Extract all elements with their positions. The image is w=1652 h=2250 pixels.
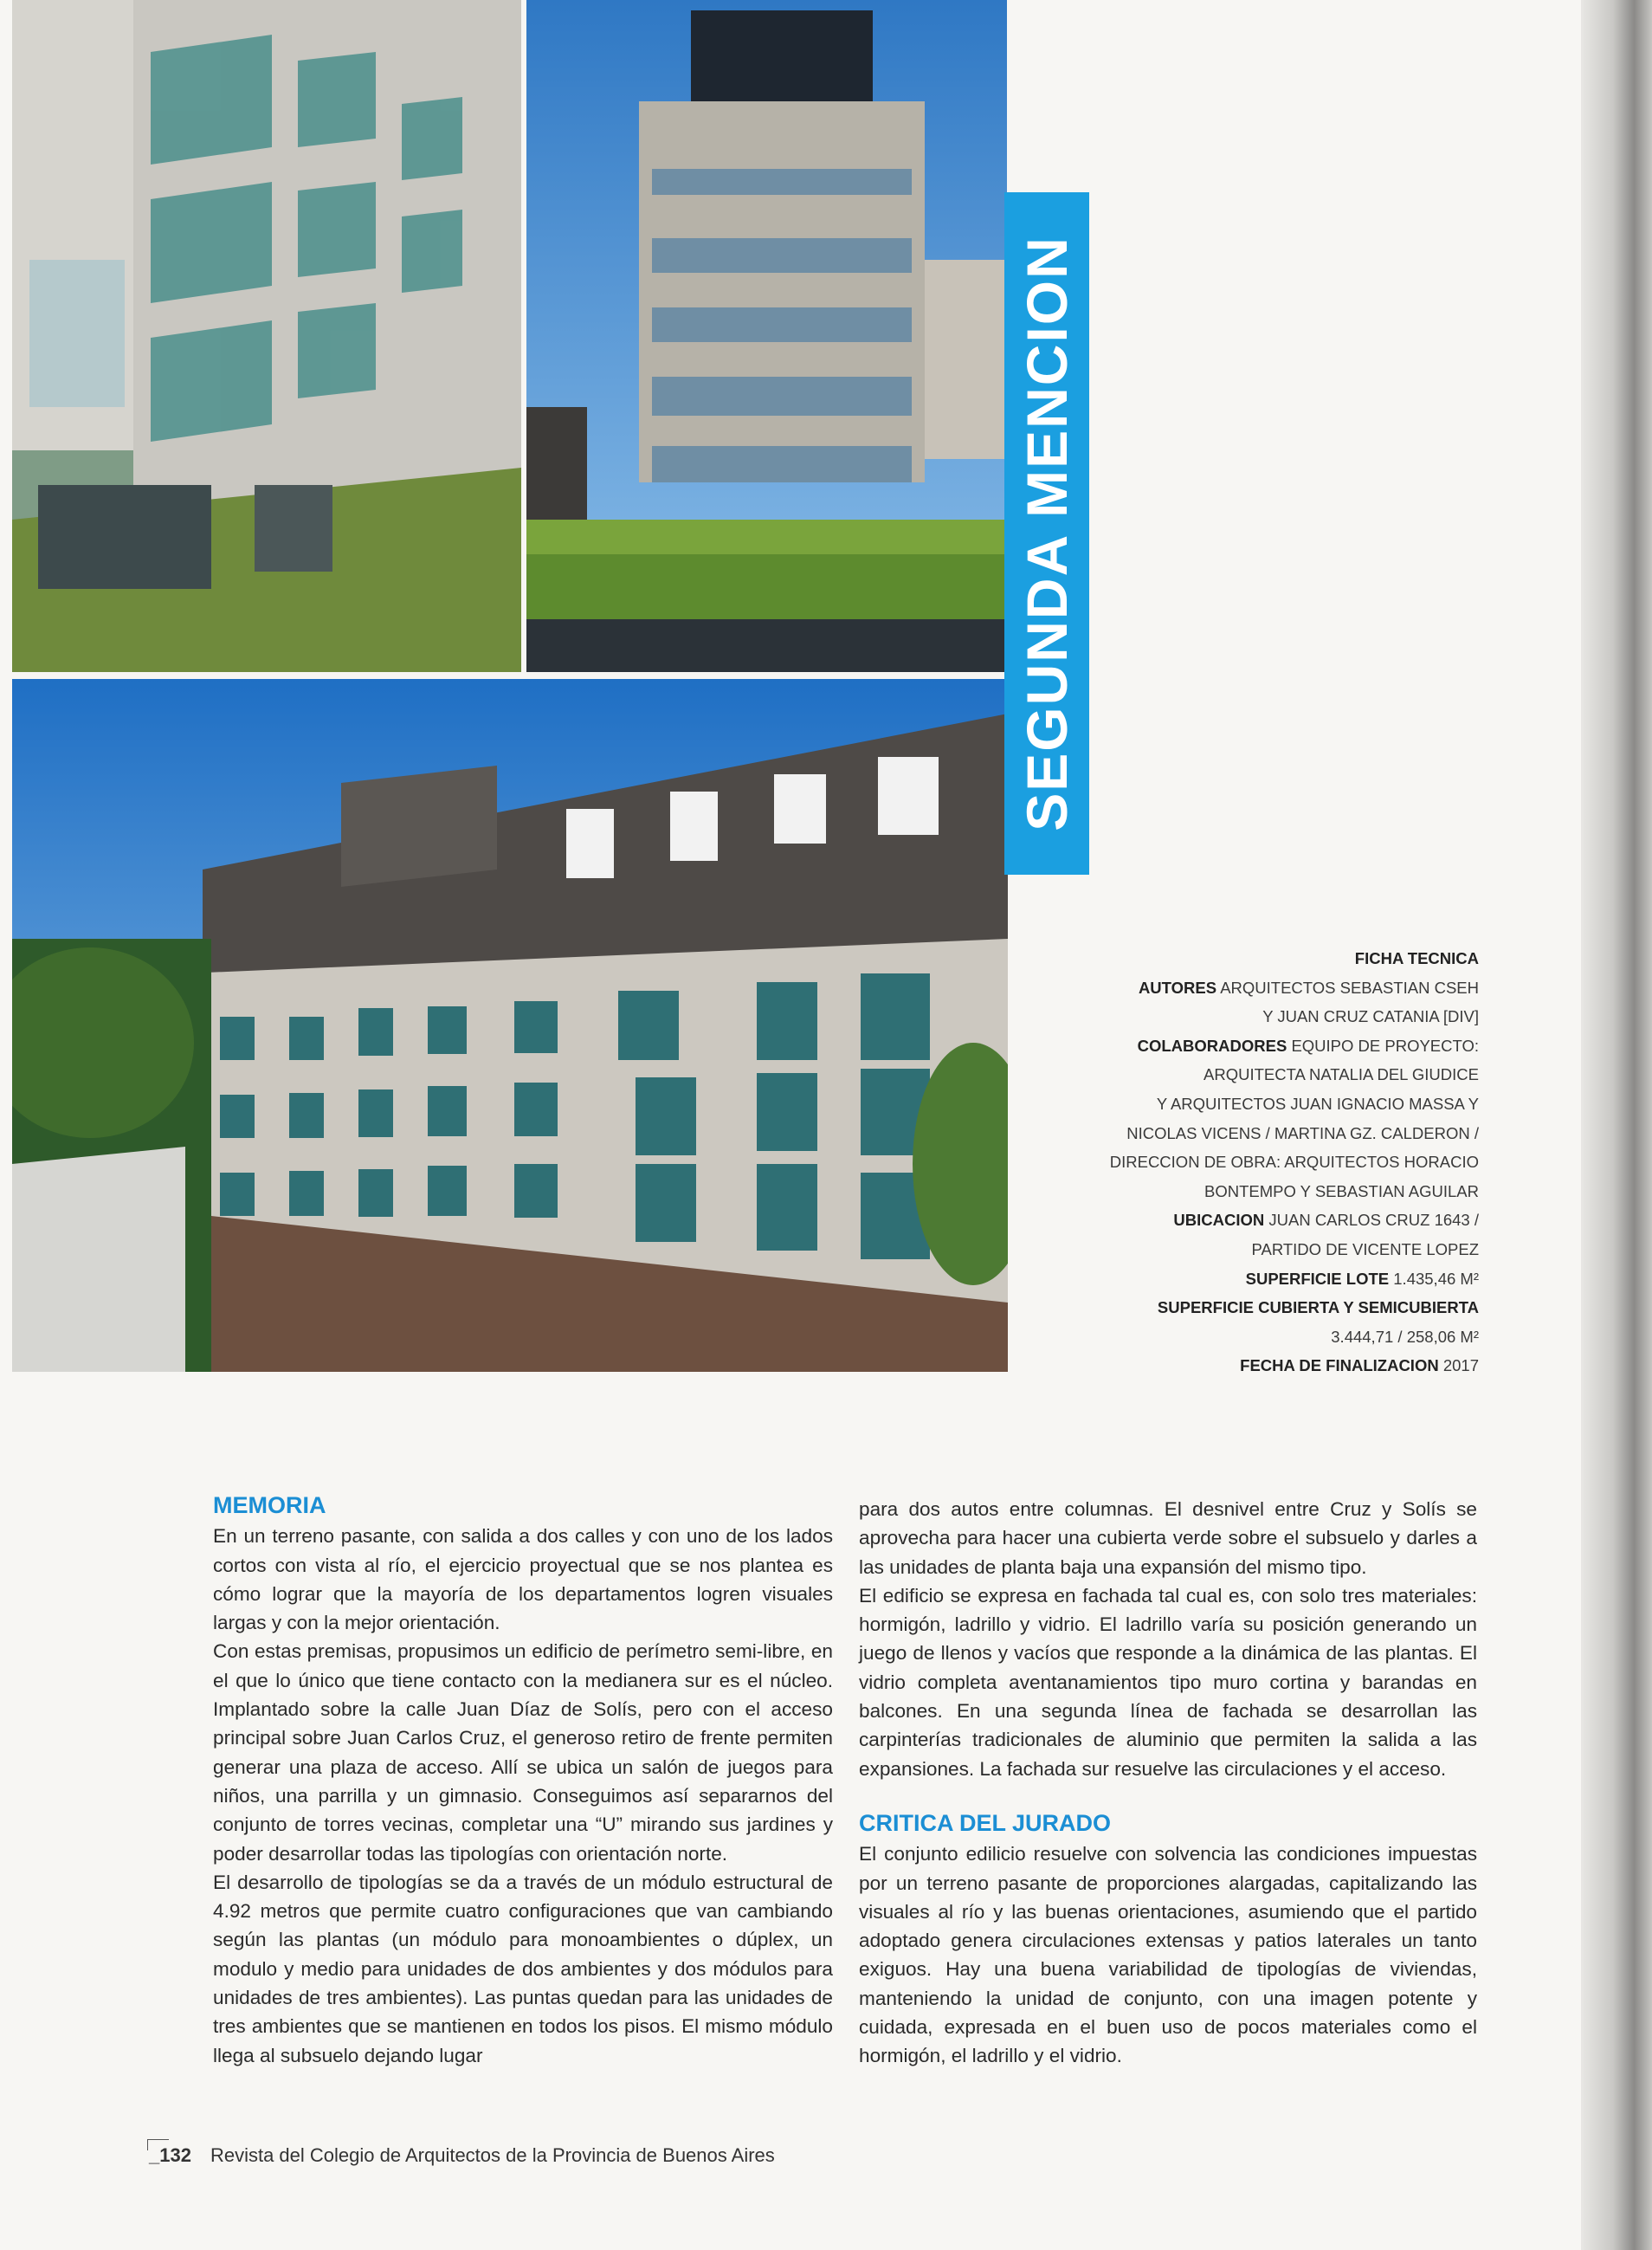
memoria-paragraph-2: Con estas premisas, propusimos un edificio de perímetro semi-libre, en el que lo único que tiene contacto con la medianera sur es el núcleo. Implantado sobre la calle Juan Díaz de Solís, pero con el acceso principal sobre Juan Carlos Cruz, el generoso retiro de frente permiten generar una plaza de acceso. Allí se ubica un salón de juegos para niños, una parrilla y un gimnasio. Conseguimos así separarnos del conjunto de torres vecinas, completar una “U” mirando sus jardines y poder desarrollar todas las tipologías con orientación norte. bbox=[213, 1640, 833, 1865]
memoria-paragraph-5: El edificio se expresa en fachada tal cual es, con solo tres materiales: hormigón, ladrillo y vidrio. El ladrillo varía su posición generando un juego de llenos y vacíos que responde a la dinámica de las plantas. El vidrio completa aventanamientos tipo muro cortina y barandas en balcones. En una segunda línea de fachada se desarrollan las carpinterías tradicionales de aluminio que permiten la salida a las expansiones. La fachada sur resuelve las circulaciones y el acceso. bbox=[859, 1584, 1477, 1780]
text-column-right bbox=[859, 1495, 1477, 2071]
page-number: _132 bbox=[149, 2144, 191, 2166]
autores-value: ARQUITECTOS SEBASTIAN CSEH bbox=[1220, 978, 1479, 997]
text-column-left bbox=[213, 1491, 833, 2070]
page-gutter-shadow bbox=[1581, 0, 1652, 2250]
memoria-heading: MEMORIA bbox=[213, 1492, 326, 1518]
superficie-cubierta-value: 3.444,71 / 258,06 M² bbox=[1331, 1327, 1479, 1346]
colaboradores-label: COLABORADORES bbox=[1137, 1036, 1287, 1055]
award-banner-text: SEGUNDA MENCION bbox=[1015, 236, 1079, 831]
colaboradores-value: EQUIPO DE PROYECTO: bbox=[1291, 1036, 1479, 1055]
colaboradores-value-6: BONTEMPO Y SEBASTIAN AGUILAR bbox=[1204, 1181, 1479, 1200]
fecha-label: FECHA DE FINALIZACION bbox=[1240, 1356, 1439, 1375]
page-footer bbox=[149, 2144, 775, 2167]
colaboradores-value-4: NICOLAS VICENS / MARTINA GZ. CALDERON / bbox=[1126, 1123, 1479, 1142]
superficie-lote-label: SUPERFICIE LOTE bbox=[1245, 1269, 1390, 1288]
colaboradores-value-3: Y ARQUITECTOS JUAN IGNACIO MASSA Y bbox=[1156, 1094, 1479, 1113]
fecha-value: 2017 bbox=[1442, 1356, 1479, 1375]
autores-value-2: Y JUAN CRUZ CATANIA [DIV] bbox=[1262, 1007, 1479, 1026]
photo-tower-facade bbox=[526, 0, 1007, 672]
superficie-cubierta-label: SUPERFICIE CUBIERTA Y SEMICUBIERTA bbox=[1157, 1298, 1479, 1317]
memoria-paragraph-3: El desarrollo de tipologías se da a través de un módulo estructural de 4.92 metros que permite cuatro configuraciones que van cambiando según las plantas (un módulo para monoambientes o dúplex, un modulo y medio para unidades de dos ambientes y dos módulos para unidades de tres ambientes). Las puntas quedan para las unidades de tres ambientes que se mantienen en todos los pisos. El mismo módulo llega al subsuelo dejando lugar bbox=[213, 1871, 833, 2066]
superficie-lote-value: 1.435,46 M² bbox=[1393, 1269, 1479, 1288]
colaboradores-value-5: DIRECCION DE OBRA: ARQUITECTOS HORACIO bbox=[1109, 1153, 1479, 1172]
critica-heading: CRITICA DEL JURADO bbox=[859, 1809, 1112, 1836]
colaboradores-value-2: ARQUITECTA NATALIA DEL GIUDICE bbox=[1204, 1065, 1479, 1084]
ficha-title: FICHA TECNICA bbox=[1354, 949, 1479, 967]
ubicacion-value: JUAN CARLOS CRUZ 1643 / bbox=[1268, 1211, 1479, 1230]
publication-name: Revista del Colegio de Arquitectos de la Provincia de Buenos Aires bbox=[210, 2144, 775, 2166]
memoria-paragraph-4: para dos autos entre columnas. El desnivel entre Cruz y Solís se aprovecha para hacer una cubierta verde sobre el subsuelo y darles a las unidades de planta baja una expansión del mismo tipo. bbox=[859, 1498, 1477, 1578]
award-banner bbox=[1004, 192, 1089, 875]
ubicacion-value-2: PARTIDO DE VICENTE LOPEZ bbox=[1251, 1239, 1479, 1258]
autores-label: AUTORES bbox=[1138, 978, 1217, 997]
technical-sheet bbox=[1098, 944, 1479, 1380]
photo-long-building bbox=[12, 679, 1008, 1372]
photo-building-corner bbox=[12, 0, 521, 672]
ubicacion-label: UBICACION bbox=[1173, 1211, 1265, 1230]
memoria-paragraph-1: En un terreno pasante, con salida a dos calles y con uno de los lados cortos con vista al río, el ejercicio proyectual que se nos plantea es cómo lograr que la mayoría de los departamentos logren visuales largas y con la mejor orientación. bbox=[213, 1525, 833, 1634]
critica-paragraph: El conjunto edilicio resuelve con solvencia las condiciones impuestas por un terreno pasante de proporciones alargadas, capitalizando las visuales al río y las buenas orientaciones, asumiendo que el partido adoptado genera circulaciones extensas y patios laterales un tanto exiguos. Hay una buena variabilidad de tipologías de viviendas, manteniendo la unidad de conjunto, con una imagen potente y cuidada, expresada en el buen uso de pocos materiales como el hormigón, el ladrillo y el vidrio. bbox=[859, 1843, 1477, 2067]
